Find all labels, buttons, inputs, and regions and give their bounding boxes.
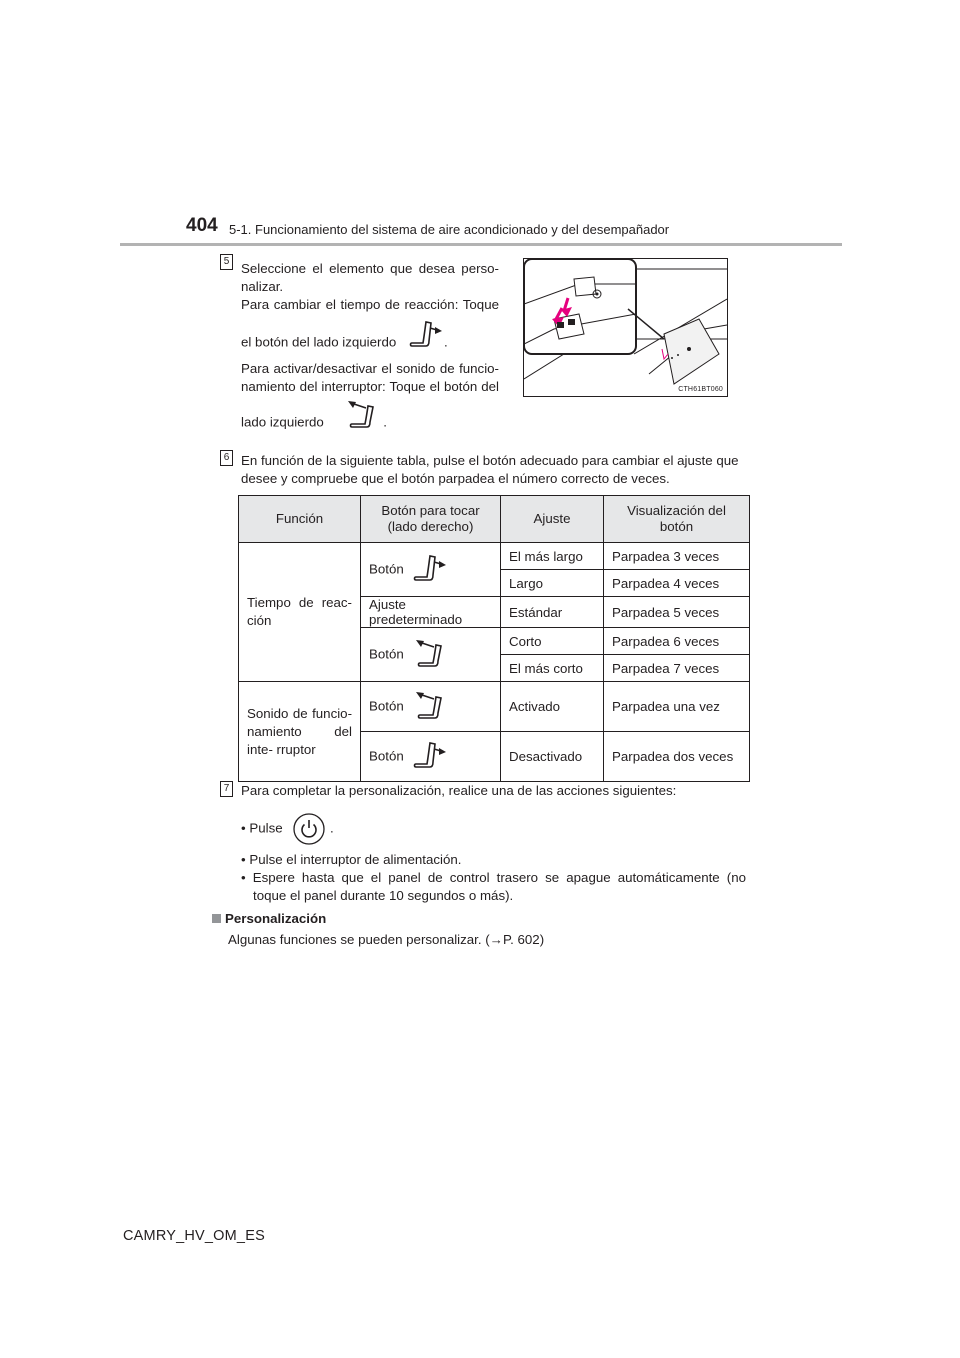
power-button-icon <box>292 812 326 846</box>
table-cell-function: Tiempo de reac- ción <box>239 543 361 682</box>
seat-right-arrow-icon <box>408 553 448 587</box>
table-cell-display: Parpadea 5 veces <box>604 597 750 628</box>
table-cell-display: Parpadea 4 veces <box>604 570 750 597</box>
step-6-text-line2: desee y compruebe que el botón parpadea el número correcto de veces. <box>241 471 670 486</box>
seat-right-arrow-icon <box>404 319 444 353</box>
table-cell-display: Parpadea 3 veces <box>604 543 750 570</box>
seat-left-arrow-icon <box>340 399 380 433</box>
note-title-text: Personalización <box>225 911 327 926</box>
step-5-sound-text-line1: Para activar/desactivar el sonido de funcio- <box>241 361 499 376</box>
table-row <box>239 682 750 732</box>
table-cell-setting: Desactivado <box>501 732 604 782</box>
table-cell-button <box>361 543 501 597</box>
step-5-text-line1: Seleccione el elemento que desea perso- <box>241 261 499 276</box>
step-5-sound-text-line2: namiento del interruptor: Toque el botón del <box>241 379 499 394</box>
step-7-bullet-3-cont: toque el panel durante 10 segundos o más). <box>253 888 514 903</box>
table-cell-display: Parpadea 7 veces <box>604 655 750 682</box>
table-header-cell: Ajuste <box>501 496 604 543</box>
footer-code: CAMRY_HV_OM_ES <box>123 1228 265 1244</box>
step-7-bullet-1: • Pulse . <box>241 812 334 846</box>
seat-right-arrow-icon <box>408 740 448 774</box>
seat-left-arrow-icon <box>408 690 448 724</box>
table-header-cell: Botón para tocar (lado derecho) <box>361 496 501 543</box>
page-number: 404 <box>186 215 218 236</box>
table-cell-display: Parpadea una vez <box>604 682 750 732</box>
step-7-intro: Para completar la personalización, realice una de las acciones siguientes: <box>241 783 677 798</box>
table-cell-function: Sonido de funcio- namiento del inte- rruptor <box>239 682 361 782</box>
step-5-reaction-label: el botón del lado izquierdo <box>241 334 397 350</box>
step-5-reaction-text: Para cambiar el tiempo de reacción: Toque <box>241 297 499 312</box>
control-panel-illustration <box>523 258 728 397</box>
table-cell-button <box>361 682 501 732</box>
step-6-marker: 6 <box>220 450 233 466</box>
note-text: Algunas funciones se pueden personalizar. (→P. 602) <box>228 932 545 947</box>
table-cell-button <box>361 732 501 782</box>
step-5-reaction-text-2: el botón del lado izquierdo . <box>241 333 448 353</box>
button-word: Botón <box>369 748 404 764</box>
table-cell-default: Ajuste predeterminado <box>361 597 501 628</box>
step-6-text-line1: En función de la siguiente tabla, pulse el botón adecuado para cambiar el ajuste que <box>241 453 739 468</box>
table-cell-setting: El más corto <box>501 655 604 682</box>
step-5-text-line2: nalizar. <box>241 279 284 294</box>
header-divider <box>120 243 842 246</box>
step-7-bullet-3: • Espere hasta que el panel de control trasero se apague automáticamente (no <box>241 870 746 885</box>
square-bullet-icon <box>212 914 221 923</box>
settings-table <box>238 495 750 782</box>
seat-left-arrow-icon <box>408 638 448 672</box>
note-title <box>212 910 326 928</box>
table-row <box>239 543 750 570</box>
figure-code: CTH61BT060 <box>678 386 723 393</box>
table-cell-setting: Largo <box>501 570 604 597</box>
table-header-cell: Visualización del botón <box>604 496 750 543</box>
button-word: Botón <box>369 646 404 662</box>
table-cell-setting: Estándar <box>501 597 604 628</box>
button-word: Botón <box>369 698 404 714</box>
bullet-text: • Pulse <box>241 820 283 836</box>
step-7-marker: 7 <box>220 781 233 797</box>
button-word: Botón <box>369 561 404 577</box>
table-cell-button <box>361 628 501 682</box>
step-5-sound-text-line3: lado izquierdo . <box>241 413 387 433</box>
table-cell-display: Parpadea dos veces <box>604 732 750 782</box>
step-5-sound-label: lado izquierdo <box>241 414 324 430</box>
step-5-marker: 5 <box>220 254 233 270</box>
step-7-bullet-2: • Pulse el interruptor de alimentación. <box>241 852 462 867</box>
chapter-title: 5-1. Funcionamiento del sistema de aire acondicionado y del desempañador <box>229 222 670 237</box>
table-cell-setting: El más largo <box>501 543 604 570</box>
table-cell-setting: Activado <box>501 682 604 732</box>
table-header-row <box>239 496 750 543</box>
table-cell-setting: Corto <box>501 628 604 655</box>
table-header-cell: Función <box>239 496 361 543</box>
table-cell-display: Parpadea 6 veces <box>604 628 750 655</box>
